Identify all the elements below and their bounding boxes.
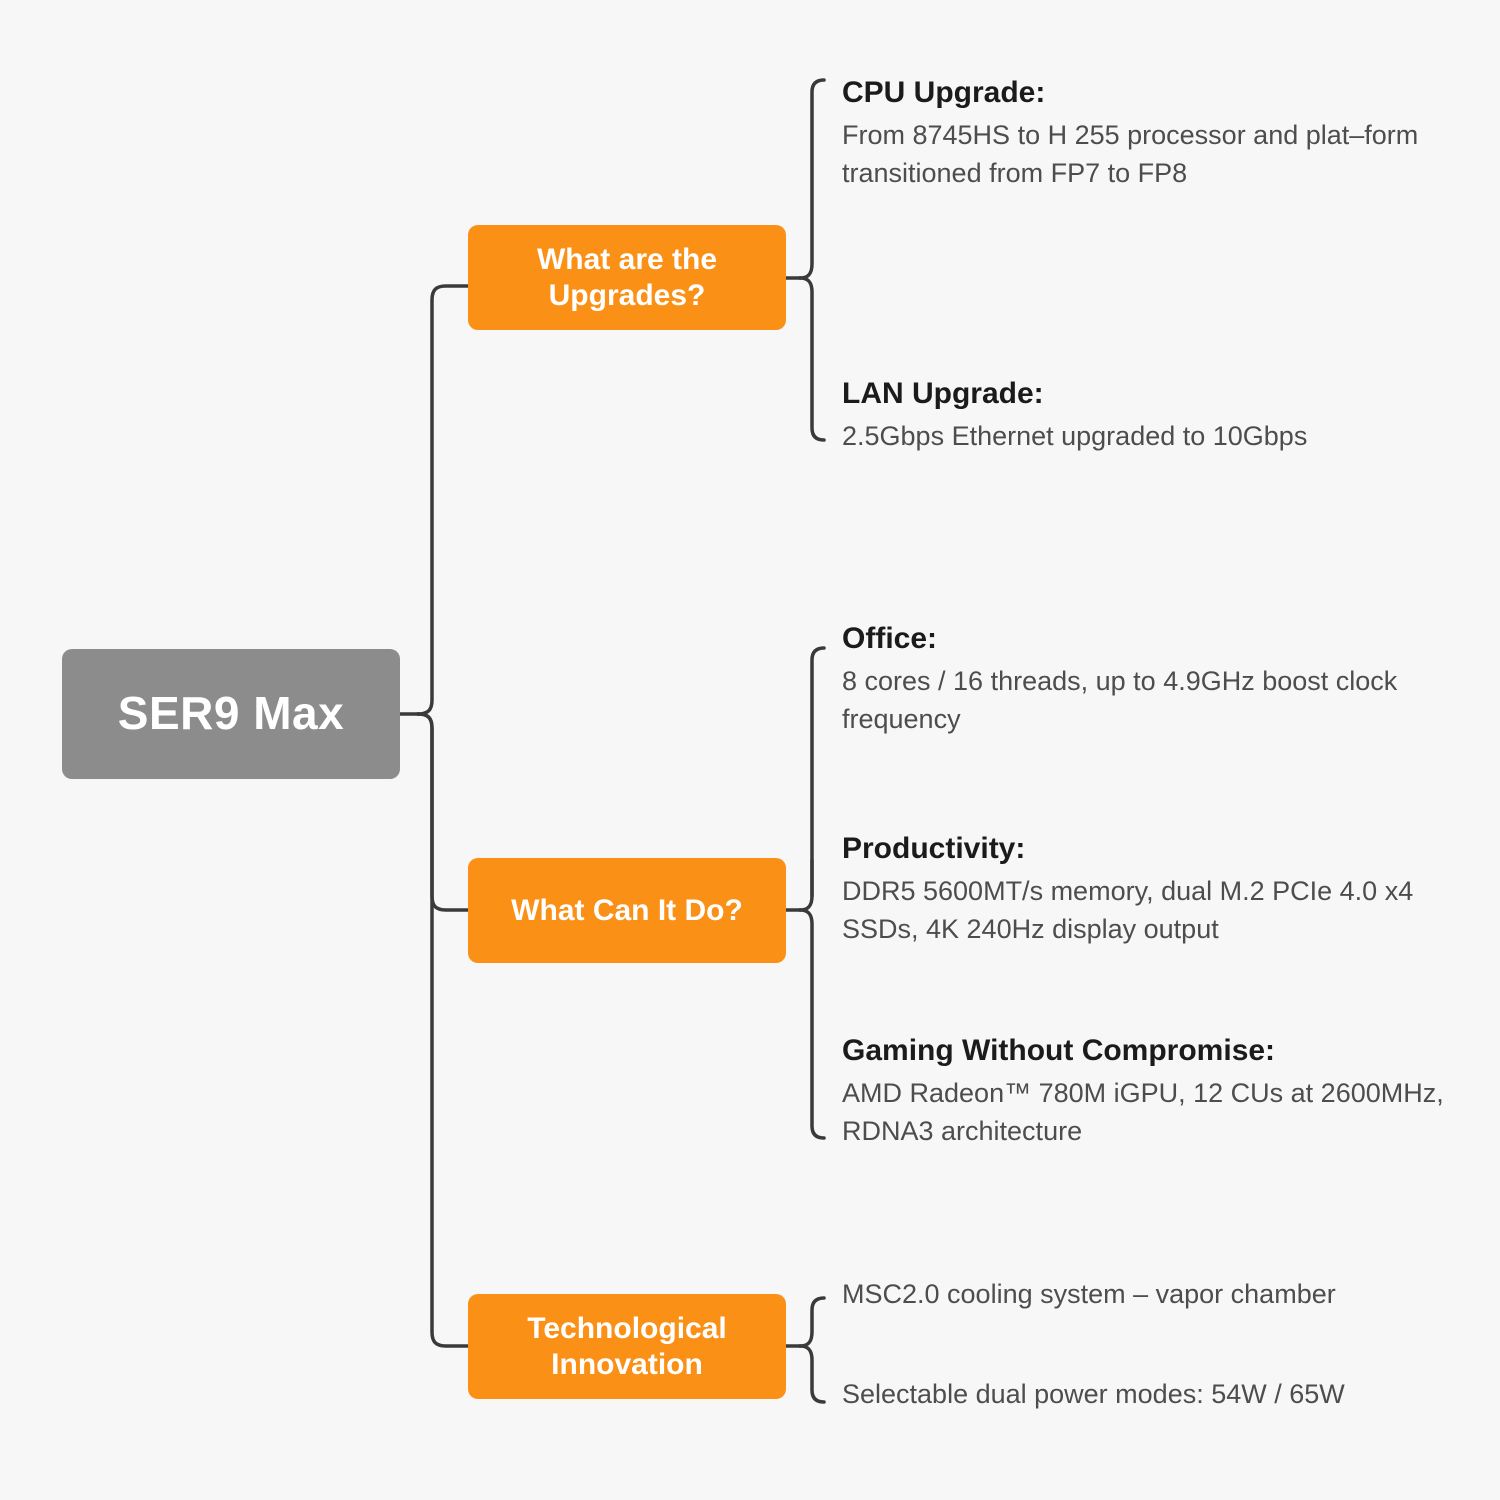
leaf-office: [842, 620, 1442, 738]
leaf-title: LAN Upgrade:: [842, 377, 1044, 410]
leaf-lan-upgrade: [842, 375, 1452, 455]
edge-branch-1-leaf-2: [800, 278, 824, 440]
edge-root-to-branch-1: [418, 286, 468, 714]
leaf-power-modes: [842, 1375, 1452, 1413]
leaf-title: Office:: [842, 622, 938, 655]
leaf-title: Gaming Without Compromise:: [842, 1034, 1276, 1067]
edge-root-to-branch-2: [418, 714, 468, 910]
leaf-title: CPU Upgrade:: [842, 76, 1046, 109]
leaf-cooling-system: [842, 1275, 1452, 1313]
edge-branch-1-leaf-1: [800, 80, 824, 278]
branch-node-capabilities[interactable]: [468, 858, 786, 963]
leaf-body: Selectable dual power modes: 54W / 65W: [842, 1379, 1345, 1409]
root-node[interactable]: [62, 649, 400, 779]
leaf-gaming: [842, 1032, 1472, 1150]
branch-node-upgrades[interactable]: [468, 225, 786, 330]
edge-root-to-branch-3: [418, 714, 468, 1346]
leaf-body: 8 cores / 16 threads, up to 4.9GHz boost clock frequency: [842, 665, 1398, 734]
leaf-body: MSC2.0 cooling system – vapor chamber: [842, 1279, 1336, 1309]
edge-branch-2-leaf-3: [800, 910, 824, 1138]
leaf-body: 2.5Gbps Ethernet upgraded to 10Gbps: [842, 420, 1308, 451]
branch-node-label: What are the Upgrades?: [536, 242, 718, 312]
branch-node-label: Technological Innovation: [527, 1311, 727, 1381]
edge-branch-3-leaf-2: [800, 1346, 824, 1402]
leaf-title: Productivity:: [842, 832, 1026, 865]
branch-node-innovation[interactable]: [468, 1294, 786, 1399]
leaf-body: DDR5 5600MT/s memory, dual M.2 PCIe 4.0 x4 SSDs, 4K 240Hz display output: [842, 875, 1414, 944]
leaf-productivity: [842, 830, 1472, 948]
edge-branch-2-leaf-1: [800, 648, 824, 910]
leaf-body: From 8745HS to H 255 processor and plat–form transitioned from FP7 to FP8: [842, 119, 1419, 188]
root-node-label: SER9 Max: [117, 687, 345, 740]
edge-branch-3-leaf-1: [800, 1298, 824, 1346]
leaf-cpu-upgrade: [842, 74, 1452, 192]
leaf-body: AMD Radeon™ 780M iGPU, 12 CUs at 2600MHz, RDNA3 architecture: [842, 1077, 1444, 1146]
branch-node-label: What Can It Do?: [511, 893, 743, 927]
